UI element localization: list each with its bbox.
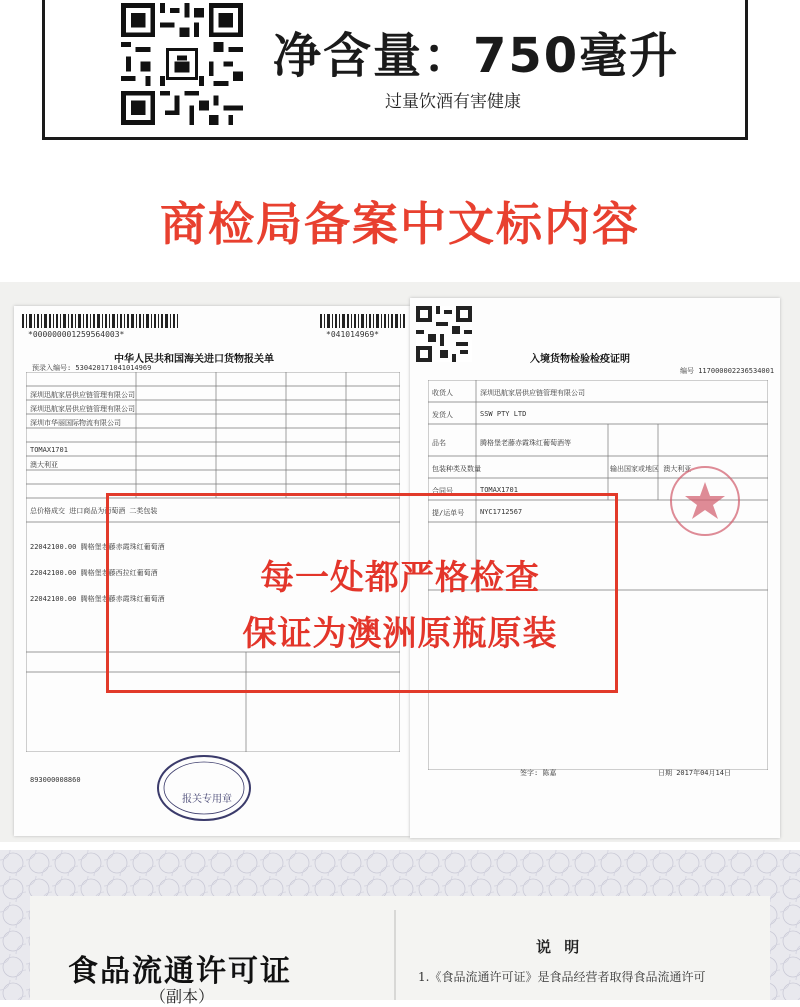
certificate-qr-icon bbox=[416, 306, 472, 362]
certificate-field-key: 提/运单号 bbox=[432, 509, 465, 517]
barcode-left-number: *000000001259564003* bbox=[28, 330, 125, 339]
customs-row: 总价格成交 进口商品为葡萄酒 二类包装 bbox=[30, 507, 158, 515]
customs-row: 深圳迅航家居供应链管理有限公司 bbox=[30, 405, 135, 413]
permit-title: 食品流通许可证 bbox=[68, 954, 292, 989]
overlay-line-2: 保证为澳洲原瓶原装 bbox=[242, 614, 558, 654]
customs-form-title: 中华人民共和国海关进口货物报关单 bbox=[114, 354, 274, 365]
health-warning-text: 过量饮酒有害健康 bbox=[385, 92, 521, 112]
customs-row: 深圳市华丽国际物流有限公司 bbox=[30, 419, 121, 427]
certificate-field-key: 品名 bbox=[432, 439, 446, 447]
permit-subtitle: （副本） bbox=[150, 987, 215, 1006]
barcode-right-number: *041014969* bbox=[326, 330, 379, 339]
certificate-field-value: TOMAX1701 bbox=[480, 486, 518, 494]
certificate-signer: 签字: 陈嘉 bbox=[520, 769, 557, 777]
customs-row: 澳大利亚 bbox=[30, 461, 58, 469]
customs-row: 22042100.00 腾格堡老藤赤霞珠红葡萄酒 bbox=[30, 595, 165, 603]
certificate-field-value: SSW PTY LTD bbox=[480, 410, 527, 418]
certificate-seal-icon bbox=[668, 464, 742, 538]
customs-stamp-icon bbox=[154, 752, 254, 824]
qr-code-icon bbox=[121, 3, 243, 125]
certificate-date: 日期 2017年04月14日 bbox=[658, 769, 731, 777]
certificate-title: 入境货物检验检疫证明 bbox=[530, 354, 630, 365]
certificate-number: 编号 117000002236534001 bbox=[680, 367, 775, 375]
overlay-line-1: 每一处都严格检查 bbox=[260, 558, 540, 598]
certificate-field-key: 发货人 bbox=[432, 411, 453, 419]
customs-row: 深圳迅航家居供应链管理有限公司 bbox=[30, 391, 135, 399]
customs-row: TOMAX1701 bbox=[30, 446, 68, 454]
barcode-left-icon bbox=[22, 314, 182, 328]
certificate-field-key: 合同号 bbox=[432, 487, 453, 495]
certificate-field-value: 腾格堡老藤赤霞珠红葡萄酒等 bbox=[480, 439, 571, 447]
customs-row: 22042100.00 腾格堡老藤西拉红葡萄酒 bbox=[30, 569, 158, 577]
certificate-field-value: 输出国家或地区 澳大利亚 bbox=[610, 465, 692, 473]
certificate-field-key: 包装种类及数量 bbox=[432, 465, 481, 473]
customs-row: 22042100.00 腾格堡老藤赤霞珠红葡萄酒 bbox=[30, 543, 165, 551]
permit-note-heading: 说 明 bbox=[536, 938, 584, 956]
net-content-text: 净含量：750毫升 bbox=[273, 28, 680, 84]
customs-stamp-text: 报关专用章 bbox=[182, 794, 232, 805]
section-heading: 商检局备案中文标内容 bbox=[160, 197, 640, 251]
certificate-field-value: NYC1712567 bbox=[480, 508, 523, 516]
customs-row: 893000008860 bbox=[30, 776, 81, 784]
barcode-right-icon bbox=[320, 314, 406, 328]
certificate-field-value: 深圳迅航家居供应链管理有限公司 bbox=[480, 389, 585, 397]
product-label-box bbox=[42, 0, 748, 140]
customs-row: 预录入编号: 530420171041014969 bbox=[32, 364, 152, 372]
certificate-field-key: 收货人 bbox=[432, 389, 453, 397]
permit-note-line: 1.《食品流通许可证》是食品经营者取得食品流通许可 bbox=[418, 970, 706, 984]
